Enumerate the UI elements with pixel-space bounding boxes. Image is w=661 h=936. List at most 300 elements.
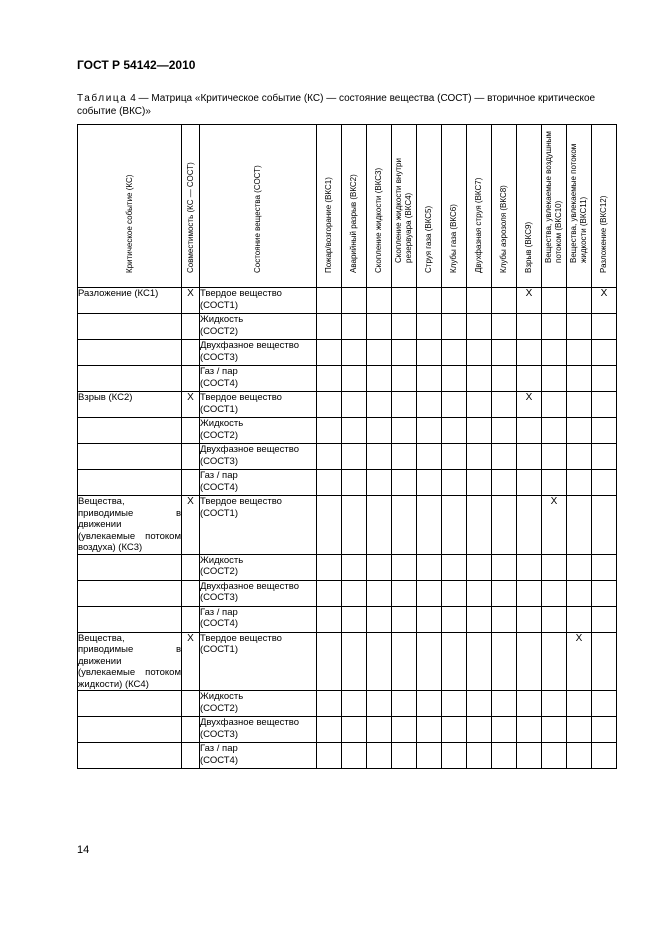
matrix-cell-vks6: [442, 743, 467, 769]
header-vks-label: [374, 168, 384, 273]
matrix-cell-vks4: [392, 496, 417, 555]
matrix-cell-vks11: [567, 392, 592, 418]
matrix-cell-vks2: [342, 366, 367, 392]
matrix-cell-vks9: [517, 314, 542, 340]
matrix-cell-vks5: [417, 743, 442, 769]
matrix-cell-vks3: [367, 580, 392, 606]
matrix-cell-vks7: [467, 444, 492, 470]
critical-event-matrix: [77, 124, 617, 769]
matrix-cell-vks2: [342, 580, 367, 606]
critical-event-cell: [78, 606, 182, 632]
state-line: (СОСТ1): [200, 507, 238, 519]
table-row: [78, 340, 617, 366]
matrix-cell-vks10: [542, 340, 567, 366]
matrix-cell-vks12: [592, 444, 617, 470]
matrix-cell-vks6: [442, 717, 467, 743]
state-cell: [200, 717, 317, 743]
matrix-cell-vks2: [342, 632, 367, 691]
table-caption: [77, 92, 615, 118]
critical-event-cell: [78, 717, 182, 743]
header-vks-12: [592, 125, 617, 288]
matrix-cell-vks12: [592, 366, 617, 392]
matrix-cell-vks6: [442, 288, 467, 314]
matrix-cell-vks8: [492, 340, 517, 366]
matrix-cell-vks10: [542, 366, 567, 392]
state-line: (СОСТ2): [200, 325, 238, 337]
matrix-cell-vks11: X: [567, 632, 592, 691]
matrix-cell-vks8: [492, 691, 517, 717]
table-row: [78, 392, 617, 418]
matrix-cell-vks2: [342, 340, 367, 366]
matrix-cell-vks6: [442, 470, 467, 496]
matrix-cell-vks9: [517, 554, 542, 580]
matrix-cell-vks3: [367, 632, 392, 691]
state-line: Жидкость: [200, 314, 244, 325]
matrix-cell-vks11: [567, 470, 592, 496]
header-vks-line: Аварийный разрыв (ВКС2): [349, 174, 358, 273]
matrix-cell-vks1: [317, 743, 342, 769]
matrix-cell-vks6: [442, 340, 467, 366]
header-event: [78, 125, 182, 288]
header-vks-line: Пожар/возгорание (ВКС1): [324, 177, 333, 273]
matrix-cell-vks12: [592, 470, 617, 496]
matrix-cell-vks12: [592, 606, 617, 632]
matrix-cell-vks5: [417, 606, 442, 632]
matrix-cell-vks1: [317, 470, 342, 496]
matrix-cell-vks12: [592, 632, 617, 691]
matrix-cell-vks4: [392, 691, 417, 717]
header-vks-9: [517, 125, 542, 288]
table-row: [78, 314, 617, 340]
matrix-cell-vks3: [367, 554, 392, 580]
matrix-cell-vks3: [367, 288, 392, 314]
compatibility-cell: [182, 340, 200, 366]
table-row: [78, 743, 617, 769]
matrix-cell-vks3: [367, 470, 392, 496]
critical-event-cell: [78, 743, 182, 769]
state-cell: [200, 418, 317, 444]
critical-event-cell: Разложение (КС1): [78, 288, 182, 314]
matrix-cell-vks5: [417, 691, 442, 717]
matrix-cell-vks8: [492, 632, 517, 691]
compatibility-cell: [182, 554, 200, 580]
compatibility-cell: [182, 743, 200, 769]
critical-event-cell: [78, 470, 182, 496]
state-cell: [200, 288, 317, 314]
matrix-cell-vks5: [417, 418, 442, 444]
matrix-cell-vks7: [467, 743, 492, 769]
table-row: [78, 418, 617, 444]
matrix-cell-vks1: [317, 392, 342, 418]
state-line: Двухфазное вещество: [200, 340, 300, 351]
state-line: Газ / пар: [200, 606, 238, 618]
matrix-cell-vks3: [367, 691, 392, 717]
matrix-cell-vks12: [592, 580, 617, 606]
matrix-cell-vks8: [492, 606, 517, 632]
state-cell: [200, 366, 317, 392]
compatibility-cell: X: [182, 288, 200, 314]
matrix-cell-vks1: [317, 554, 342, 580]
state-line: Твердое вещество: [200, 632, 282, 644]
compatibility-cell: [182, 418, 200, 444]
state-cell: [200, 606, 317, 632]
matrix-cell-vks5: [417, 496, 442, 555]
matrix-cell-vks7: [467, 392, 492, 418]
matrix-cell-vks6: [442, 632, 467, 691]
matrix-cell-vks2: [342, 444, 367, 470]
header-vks-10: [542, 125, 567, 288]
matrix-cell-vks1: [317, 314, 342, 340]
matrix-cell-vks8: [492, 717, 517, 743]
matrix-cell-vks9: [517, 496, 542, 555]
matrix-cell-vks9: X: [517, 392, 542, 418]
matrix-cell-vks5: [417, 444, 442, 470]
header-vks-6: [442, 125, 467, 288]
header-vks-line: Вещества, увлекаемые потоком: [569, 143, 578, 263]
header-vks-7: [467, 125, 492, 288]
matrix-cell-vks8: [492, 470, 517, 496]
header-vks-line: Струя газа (ВКС5): [424, 205, 433, 273]
matrix-cell-vks6: [442, 496, 467, 555]
critical-event-cell: Вещества, приводимые в движении (увлекаемые потоком воздуха) (КС3): [78, 496, 181, 553]
table-row: [78, 717, 617, 743]
matrix-cell-vks11: [567, 717, 592, 743]
matrix-cell-vks10: X: [542, 496, 567, 555]
matrix-cell-vks8: [492, 314, 517, 340]
state-cell: [200, 392, 317, 418]
matrix-cell-vks12: [592, 743, 617, 769]
header-vks-label: [499, 185, 509, 273]
matrix-cell-vks12: [592, 717, 617, 743]
matrix-cell-vks8: [492, 444, 517, 470]
matrix-cell-vks10: [542, 554, 567, 580]
matrix-cell-vks2: [342, 691, 367, 717]
matrix-cell-vks6: [442, 366, 467, 392]
state-cell: [200, 691, 317, 717]
matrix-cell-vks5: [417, 717, 442, 743]
matrix-cell-vks10: [542, 580, 567, 606]
state-line: (СОСТ1): [200, 299, 238, 311]
critical-event-cell: [78, 366, 182, 392]
matrix-cell-vks11: [567, 366, 592, 392]
state-line: Жидкость: [200, 418, 244, 429]
matrix-cell-vks3: [367, 314, 392, 340]
critical-event-cell: [78, 444, 182, 470]
state-line: Газ / пар: [200, 743, 238, 754]
matrix-cell-vks1: [317, 717, 342, 743]
matrix-cell-vks8: [492, 288, 517, 314]
state-line: (СОСТ3): [200, 351, 238, 363]
matrix-cell-vks3: [367, 444, 392, 470]
matrix-cell-vks5: [417, 288, 442, 314]
matrix-cell-vks12: [592, 496, 617, 555]
matrix-cell-vks11: [567, 580, 592, 606]
matrix-cell-vks9: X: [517, 288, 542, 314]
matrix-cell-vks2: [342, 554, 367, 580]
matrix-cell-vks2: [342, 717, 367, 743]
matrix-cell-vks5: [417, 580, 442, 606]
matrix-cell-vks2: [342, 288, 367, 314]
compatibility-cell: [182, 691, 200, 717]
matrix-cell-vks9: [517, 606, 542, 632]
header-vks-label: [424, 206, 434, 273]
matrix-cell-vks2: [342, 470, 367, 496]
matrix-cell-vks12: [592, 691, 617, 717]
matrix-cell-vks4: [392, 392, 417, 418]
matrix-cell-vks10: [542, 444, 567, 470]
header-compat-label: Совместимость (КС — СОСТ): [185, 162, 195, 273]
matrix-cell-vks6: [442, 314, 467, 340]
matrix-cell-vks7: [467, 418, 492, 444]
matrix-cell-vks10: [542, 717, 567, 743]
compatibility-cell: [182, 366, 200, 392]
matrix-cell-vks5: [417, 470, 442, 496]
matrix-cell-vks5: [417, 314, 442, 340]
matrix-cell-vks2: [342, 606, 367, 632]
state-cell: [200, 632, 317, 691]
header-event-label: Критическое событие (КС): [124, 174, 134, 273]
matrix-cell-vks4: [392, 606, 417, 632]
state-cell: [200, 340, 317, 366]
state-line: Жидкость: [200, 554, 244, 566]
matrix-cell-vks4: [392, 743, 417, 769]
matrix-cell-vks5: [417, 340, 442, 366]
table-row: [78, 470, 617, 496]
matrix-cell-vks9: [517, 340, 542, 366]
header-state: [200, 125, 317, 288]
matrix-cell-vks7: [467, 606, 492, 632]
matrix-cell-vks8: [492, 580, 517, 606]
matrix-cell-vks7: [467, 580, 492, 606]
state-cell: [200, 444, 317, 470]
compatibility-cell: [182, 606, 200, 632]
matrix-cell-vks12: X: [592, 288, 617, 314]
matrix-cell-vks10: [542, 632, 567, 691]
matrix-cell-vks4: [392, 288, 417, 314]
compatibility-cell: X: [182, 496, 200, 555]
matrix-cell-vks4: [392, 580, 417, 606]
matrix-cell-vks9: [517, 717, 542, 743]
matrix-cell-vks11: [567, 691, 592, 717]
matrix-cell-vks5: [417, 392, 442, 418]
header-vks-2: [342, 125, 367, 288]
state-cell: [200, 580, 317, 606]
state-line: (СОСТ1): [200, 644, 238, 655]
matrix-cell-vks1: [317, 691, 342, 717]
matrix-cell-vks1: [317, 418, 342, 444]
header-vks-line: Скопление жидкости (ВКС3): [374, 167, 383, 273]
matrix-cell-vks2: [342, 418, 367, 444]
matrix-cell-vks10: [542, 743, 567, 769]
matrix-cell-vks3: [367, 392, 392, 418]
state-cell: [200, 496, 317, 555]
matrix-cell-vks10: [542, 691, 567, 717]
matrix-cell-vks6: [442, 554, 467, 580]
matrix-cell-vks12: [592, 554, 617, 580]
compatibility-cell: [182, 444, 200, 470]
matrix-cell-vks9: [517, 444, 542, 470]
matrix-cell-vks4: [392, 632, 417, 691]
matrix-cell-vks7: [467, 314, 492, 340]
matrix-cell-vks12: [592, 392, 617, 418]
matrix-cell-vks5: [417, 366, 442, 392]
matrix-cell-vks3: [367, 606, 392, 632]
critical-event-cell: Взрыв (КС2): [78, 392, 182, 418]
state-cell: [200, 470, 317, 496]
table-row: [78, 444, 617, 470]
header-vks-line: Клубы аэрозоля (ВКС8): [499, 185, 508, 273]
matrix-cell-vks10: [542, 418, 567, 444]
matrix-cell-vks1: [317, 340, 342, 366]
header-vks-label: [599, 196, 609, 273]
state-line: (СОСТ1): [200, 403, 238, 415]
header-vks-label: [394, 158, 414, 263]
matrix-cell-vks6: [442, 392, 467, 418]
matrix-cell-vks7: [467, 340, 492, 366]
matrix-cell-vks7: [467, 496, 492, 555]
state-line: (СОСТ2): [200, 429, 238, 441]
header-vks-line: жидкости (ВКС11): [579, 196, 588, 263]
matrix-cell-vks4: [392, 444, 417, 470]
matrix-cell-vks12: [592, 340, 617, 366]
matrix-cell-vks2: [342, 496, 367, 555]
matrix-cell-vks7: [467, 470, 492, 496]
matrix-cell-vks11: [567, 444, 592, 470]
matrix-cell-vks4: [392, 717, 417, 743]
matrix-cell-vks1: [317, 288, 342, 314]
matrix-cell-vks8: [492, 554, 517, 580]
matrix-cell-vks3: [367, 340, 392, 366]
header-vks-label: [544, 131, 564, 263]
state-line: (СОСТ4): [200, 754, 238, 766]
matrix-cell-vks10: [542, 288, 567, 314]
state-line: Газ / пар: [200, 470, 238, 481]
table-row: [78, 580, 617, 606]
matrix-cell-vks12: [592, 418, 617, 444]
state-line: (СОСТ4): [200, 618, 238, 629]
header-vks-11: [567, 125, 592, 288]
matrix-cell-vks11: [567, 314, 592, 340]
matrix-cell-vks9: [517, 580, 542, 606]
matrix-cell-vks7: [467, 366, 492, 392]
matrix-cell-vks4: [392, 366, 417, 392]
header-vks-line: Разложение (ВКС12): [599, 195, 608, 273]
header-vks-label: [474, 178, 484, 273]
table-row: [78, 496, 617, 555]
compatibility-cell: X: [182, 632, 200, 691]
state-line: (СОСТ4): [200, 481, 238, 493]
matrix-cell-vks2: [342, 314, 367, 340]
state-cell: [200, 554, 317, 580]
compatibility-cell: [182, 580, 200, 606]
header-vks-3: [367, 125, 392, 288]
table-row: [78, 606, 617, 632]
header-vks-label: [449, 204, 459, 273]
header-vks-line: Клубы газа (ВКС6): [449, 204, 458, 273]
matrix-cell-vks4: [392, 470, 417, 496]
critical-event-cell: [78, 314, 182, 340]
matrix-body: [78, 288, 617, 769]
header-vks-line: Скопление жидкости внутри: [394, 158, 403, 263]
matrix-cell-vks10: [542, 606, 567, 632]
header-vks-5: [417, 125, 442, 288]
matrix-cell-vks4: [392, 418, 417, 444]
header-vks-line: Вещества, увлекаемые воздушным: [544, 131, 553, 263]
caption-text: 4 — Матрица «Критическое событие (КС) — состояние вещества (СОСТ) — вторичное критическое событие (ВКС)»: [77, 93, 596, 117]
state-cell: [200, 743, 317, 769]
matrix-cell-vks8: [492, 366, 517, 392]
matrix-cell-vks3: [367, 743, 392, 769]
matrix-cell-vks4: [392, 340, 417, 366]
matrix-cell-vks9: [517, 366, 542, 392]
header-vks-4: [392, 125, 417, 288]
matrix-cell-vks4: [392, 314, 417, 340]
matrix-cell-vks7: [467, 288, 492, 314]
matrix-cell-vks11: [567, 743, 592, 769]
matrix-cell-vks11: [567, 496, 592, 555]
matrix-cell-vks7: [467, 632, 492, 691]
header-vks-1: [317, 125, 342, 288]
matrix-cell-vks4: [392, 554, 417, 580]
table-row: [78, 288, 617, 314]
state-line: Двухфазное вещество: [200, 444, 300, 455]
state-line: (СОСТ2): [200, 566, 238, 577]
critical-event-cell: [78, 554, 182, 580]
matrix-cell-vks9: [517, 743, 542, 769]
matrix-cell-vks8: [492, 418, 517, 444]
matrix-cell-vks6: [442, 580, 467, 606]
page-number: 14: [77, 844, 90, 856]
matrix-cell-vks6: [442, 444, 467, 470]
matrix-cell-vks1: [317, 366, 342, 392]
compatibility-cell: X: [182, 392, 200, 418]
header-compat: [182, 125, 200, 288]
matrix-cell-vks9: [517, 470, 542, 496]
header-vks-label: [524, 222, 534, 273]
state-line: Газ / пар: [200, 366, 238, 377]
matrix-cell-vks2: [342, 392, 367, 418]
matrix-cell-vks1: [317, 632, 342, 691]
header-vks-label: [349, 174, 359, 273]
critical-event-cell: [78, 418, 182, 444]
matrix-cell-vks12: [592, 314, 617, 340]
document-code: ГОСТ Р 54142—2010: [77, 58, 196, 72]
state-line: (СОСТ3): [200, 455, 238, 467]
matrix-cell-vks1: [317, 496, 342, 555]
matrix-cell-vks8: [492, 392, 517, 418]
matrix-cell-vks11: [567, 288, 592, 314]
table-row: [78, 366, 617, 392]
state-line: Твердое вещество: [200, 288, 282, 299]
critical-event-cell: [78, 340, 182, 366]
matrix-cell-vks10: [542, 314, 567, 340]
compatibility-cell: [182, 717, 200, 743]
matrix-cell-vks11: [567, 606, 592, 632]
matrix-cell-vks5: [417, 632, 442, 691]
compatibility-cell: [182, 314, 200, 340]
critical-event-cell: [78, 580, 182, 606]
header-row: [78, 125, 617, 288]
matrix-cell-vks3: [367, 418, 392, 444]
state-cell: [200, 314, 317, 340]
state-line: (СОСТ4): [200, 377, 238, 389]
matrix-cell-vks10: [542, 392, 567, 418]
matrix-cell-vks7: [467, 691, 492, 717]
state-line: Двухфазное вещество: [200, 717, 300, 728]
matrix-cell-vks6: [442, 418, 467, 444]
header-vks-label: [569, 144, 589, 263]
matrix-cell-vks3: [367, 496, 392, 555]
